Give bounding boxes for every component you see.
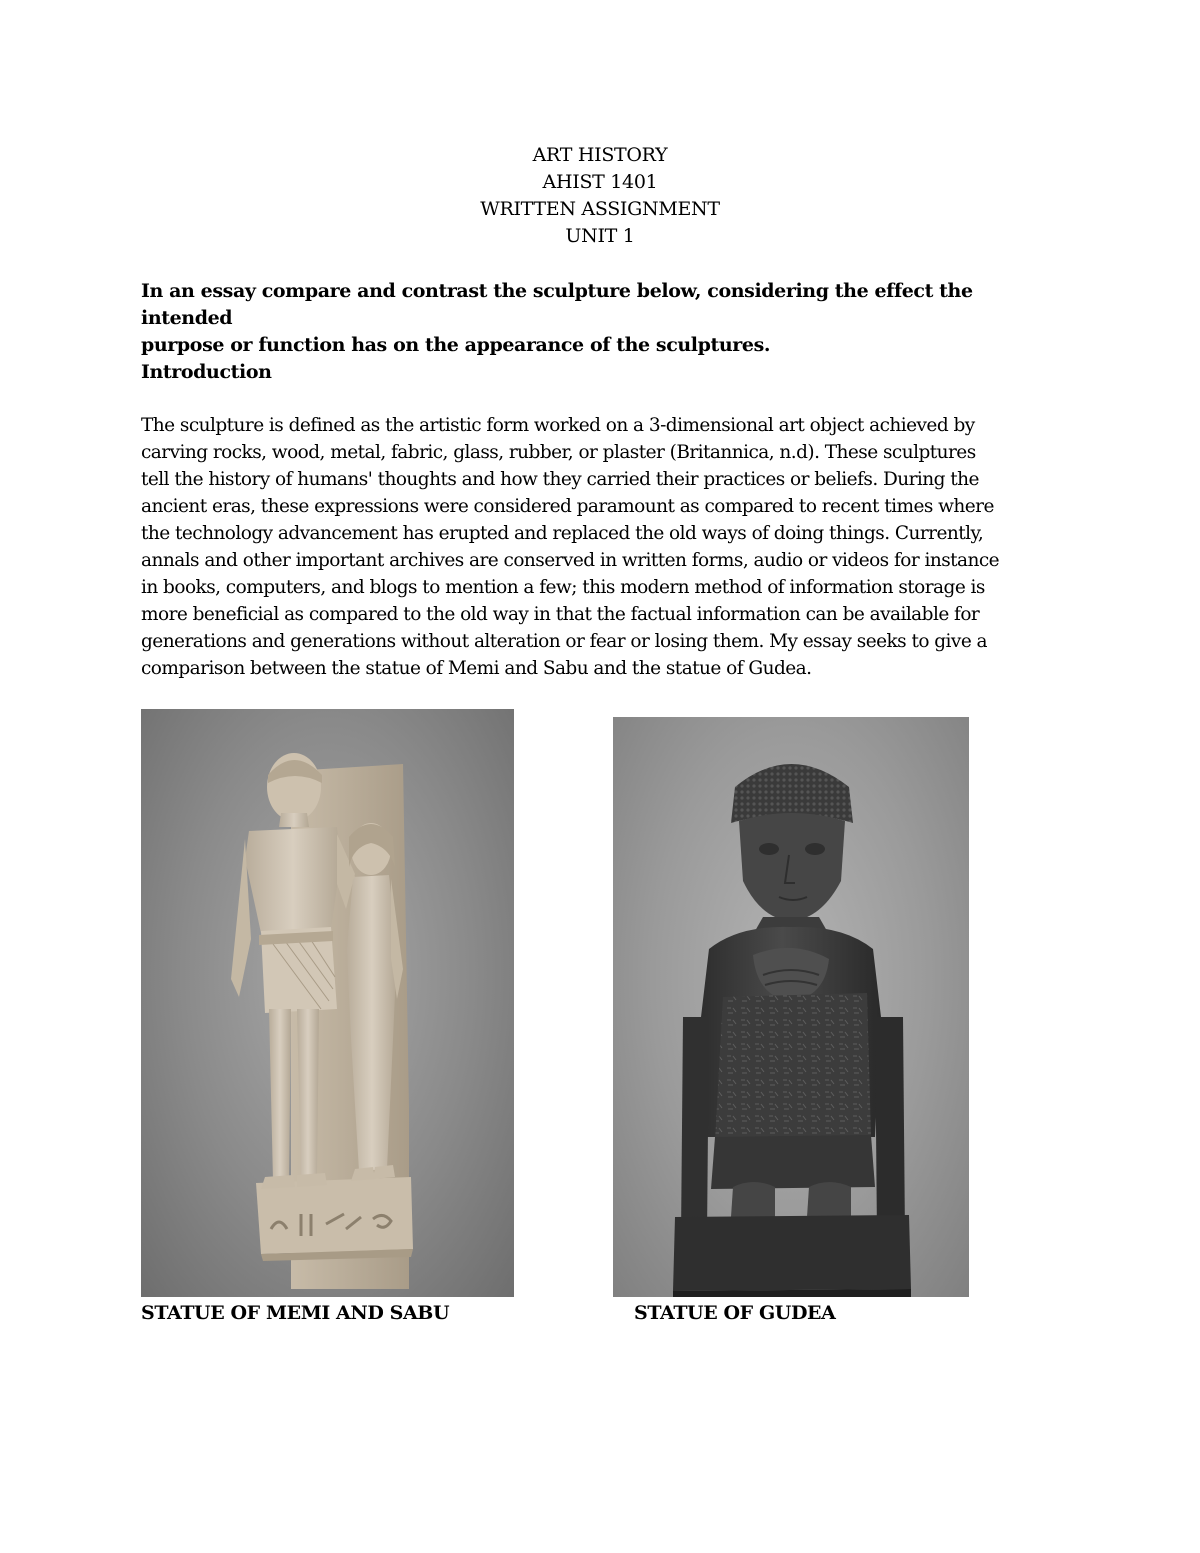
assignment-header xyxy=(0,142,1200,250)
paragraph-line: tell the history of humans' thoughts and how they carried their practices or beliefs. During the xyxy=(141,469,979,490)
course-title: ART HISTORY xyxy=(532,144,668,166)
paragraph-line: carving rocks, wood, metal, fabric, glass, rubber, or plaster (Britannica, n.d). These sculptures xyxy=(141,442,976,463)
assignment-prompt xyxy=(141,278,1061,359)
prompt-line: purpose or function has on the appearance of the sculptures. xyxy=(141,334,771,356)
paragraph-line: comparison between the statue of Memi and Sabu and the statue of Gudea. xyxy=(141,658,812,679)
paragraph-line: in books, computers, and blogs to mention a few; this modern method of information storage is xyxy=(141,577,985,598)
assignment-type: WRITTEN ASSIGNMENT xyxy=(480,198,720,220)
gudea-caption: STATUE OF GUDEA xyxy=(634,1302,836,1324)
memi-sabu-statue-illustration xyxy=(141,709,514,1297)
paragraph-line: more beneficial as compared to the old way in that the factual information can be available for xyxy=(141,604,980,625)
gudea-statue-image xyxy=(613,717,969,1297)
course-code: AHIST 1401 xyxy=(542,171,658,193)
paragraph-line: generations and generations without alteration or fear or losing them. My essay seeks to give a xyxy=(141,631,988,652)
gudea-statue-illustration xyxy=(613,717,969,1297)
paragraph-line: ancient eras, these expressions were considered paramount as compared to recent times where xyxy=(141,496,994,517)
paragraph-line: the technology advancement has erupted and replaced the old ways of doing things. Currently, xyxy=(141,523,984,544)
prompt-line: In an essay compare and contrast the sculpture below, considering the effect the intended xyxy=(141,280,973,329)
unit-label: UNIT 1 xyxy=(565,225,635,247)
section-heading-introduction: Introduction xyxy=(141,361,272,383)
memi-sabu-caption: STATUE OF MEMI AND SABU xyxy=(141,1302,450,1324)
paragraph-line: annals and other important archives are conserved in written forms, audio or videos for instance xyxy=(141,550,1000,571)
memi-sabu-statue-image xyxy=(141,709,514,1297)
paragraph-line: The sculpture is defined as the artistic form worked on a 3-dimensional art object achieved by xyxy=(141,415,975,436)
introduction-paragraph xyxy=(141,412,1061,682)
